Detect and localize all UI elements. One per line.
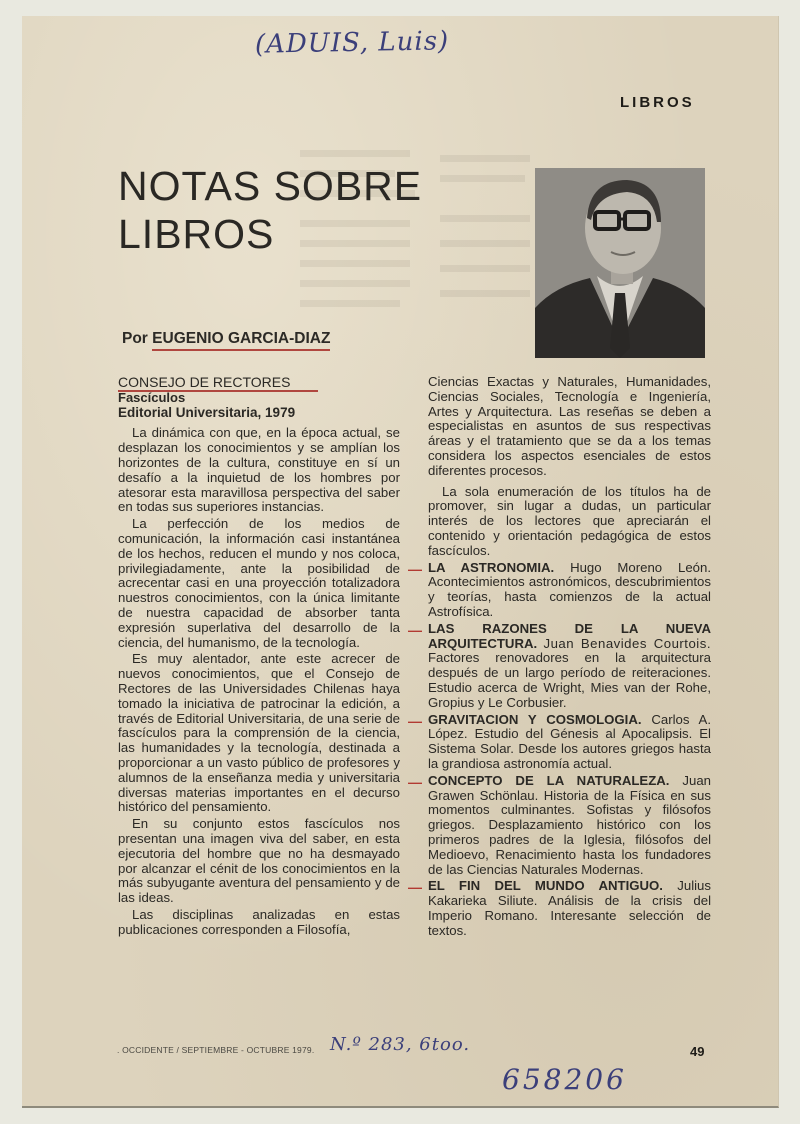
book-entry [408,559,711,620]
paragraph-continuation: Ciencias Exactas y Naturales, Humanidades, Ciencias Sociales, Tecnología e Ingeniería, Artes y Arquitectura. Las reseñas se deben a especialistas en asuntos de sus respectivas áreas y el tratamiento que se da a los temas considera los aspectos esenciales de estos diferentes procesos. [428,374,711,478]
handwritten-issue-note: N.º 283, 6too. [330,1034,471,1055]
page-number: 49 [690,1044,705,1059]
entry-description: Acontecimientos astronómicos, descubrimientos y teorías, hasta comienzos de la actual Astrofísica. [428,574,711,619]
entry-description: Análisis de la crisis del Imperio Romano. Interesante selección de textos. [428,893,712,938]
book-entry [408,620,711,711]
entry-author: Carlos A. López. [428,711,711,742]
red-dash-mark-icon: — [408,879,422,896]
red-dash-mark-icon: — [408,560,422,577]
book-entry [408,878,712,938]
paragraph: En su conjunto estos fascículos nos presentan una imagen viva del saber, en esta ejecutoria del hombre que no ha desmayado por alcanzar el cénit de los conocimientos en la más subyugante aventura del pensamiento y de las ideas. [118,816,400,906]
entry-title: CONCEPTO DE LA NATURALEZA. [428,772,670,788]
handwritten-name-note: (ADUIS, Luis) [254,26,450,60]
by-prefix: Por [122,330,148,347]
entry-description: Factores renovadores en la arquitectura después de un largo período de reiteraciones. Estudio acerca de Wright, Mies van der Rohe, Gropius y Le Corbusier. [428,650,711,710]
entry-title: LAS RAZONES DE LA NUEVA ARQUITECTURA. [428,620,711,651]
book-organization: CONSEJO DE RECTORES [118,374,318,392]
handwritten-catalog-number: 658206 [502,1063,627,1096]
paragraph: La dinámica con que, en la época actual, se desplazan los conocimientos y se amplían los horizontes de la cultura, constituye en sí un desafío a la inquietud de los hombres por atesorar esta maravillosa perspectiva del saber en todas sus superiores instancias. [118,425,400,515]
paragraph: Las disciplinas analizadas en estas publicaciones corresponden a Filosofía, [118,906,400,937]
paragraph: Es muy alentador, ante este acrecer de nuevos conocimientos, que el Consejo de Rectores de las Universidades Chilenas haya tomado la iniciativa de patrocinar la edición, a través de Editorial Universitaria, de una serie de fascículos para la comprensión de la ciencia, las humanidades y la tecnología, destinada a proporcionar a un vasto público de profesores y alumnos de la enseñanza media y universitaria diversas materias importantes en el decurso histórico del pensamiento. [118,651,400,815]
entry-title: EL FIN DEL MUNDO ANTIGUO. [428,878,663,894]
entry-author: Juan Grawen Schönlau. [428,772,711,803]
title-line-2: LIBROS [118,211,275,257]
article-title [118,162,422,258]
title-line-1: NOTAS SOBRE [118,163,423,209]
book-publisher: Editorial Universitaria, 1979 [118,404,296,420]
red-dash-mark-icon: — [408,773,422,790]
entry-title: LA ASTRONOMIA. [428,559,555,575]
author-name: EUGENIO GARCIA-DIAZ [152,330,330,351]
book-subtitle: Fascículos [118,389,186,405]
entry-author: Juan Benavides Courtois. [543,635,711,651]
portrait-illustration [535,168,705,358]
red-dash-mark-icon: — [408,621,422,638]
right-column [408,374,712,940]
journal-footer: . OCCIDENTE / SEPTIEMBRE - OCTUBRE 1979. [117,1045,315,1055]
entry-author: Hugo Moreno León. [570,559,711,575]
entry-description: Estudio del Génesis al Apocalipsis. El Sistema Solar. Desde los autores griegos hasta la grandiosa astronomía actual. [428,726,711,771]
entry-author: Julius Kakarieka Siliute. [428,878,711,909]
entry-description: Historia de la Física en sus momentos culminantes. Sofistas y filósofos griegos. Desplazamiento histórico con los primeros padres de la Iglesia, filósofos del Medioevo, Renacimiento hasta los fundadores de las Ciencias Naturales Modernas. [428,787,711,877]
byline [122,330,330,348]
book-heading [118,375,400,420]
book-entry [408,711,711,772]
left-column [118,375,400,939]
section-label: LIBROS [620,94,695,111]
paragraph: La sola enumeración de los títulos ha de promover, sin lugar a dudas, un particular interés de los lectores que apreciarán el contenido y orientación pedagógica de estos fascículos. [428,483,711,558]
entry-title: GRAVITACION Y COSMOLOGIA. [428,711,642,727]
author-portrait-photo [535,168,705,358]
red-dash-mark-icon: — [408,712,422,729]
paragraph: La perfección de los medios de comunicación, la información casi instantánea de los hechos, reducen el mundo y nos coloca, privilegiadamente, ante la posibilidad de acrecentar casi en una proyección totalizadora nuestros conocimientos, con la única limitante de nuestra capacidad de absorber tanta expresión superlativa del desarrollo de la ciencia, del humanismo, de la tecnología. [118,516,400,650]
book-entry [408,772,711,878]
